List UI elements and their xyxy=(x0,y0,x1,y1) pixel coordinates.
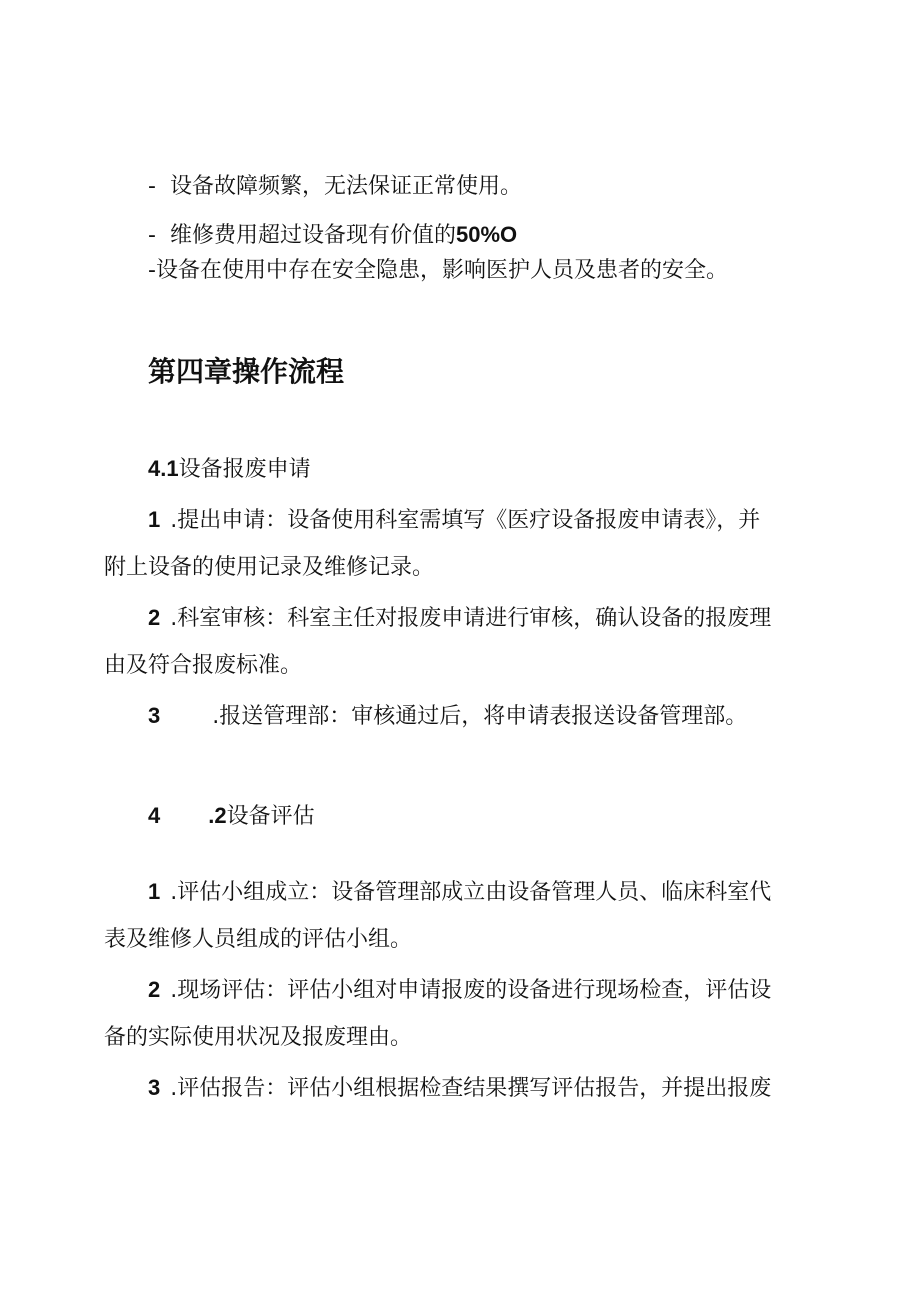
section-heading-4-2 xyxy=(148,801,315,832)
bullet-item xyxy=(148,172,522,202)
list-item xyxy=(148,505,760,536)
bullet-text: 设备故障频繁，无法保证正常使用。 xyxy=(169,174,522,199)
bullet-text: 维修费用超过设备现有价值的 xyxy=(169,223,456,248)
section-number-a: 4 xyxy=(148,803,161,828)
bullet-item xyxy=(148,256,728,286)
section-number: 4.1 xyxy=(148,456,179,481)
list-item-continuation: 备的实际使用状况及报废理由。 xyxy=(104,1025,413,1050)
section-heading-4-1 xyxy=(148,454,311,485)
section-title: 设备评估 xyxy=(226,804,315,829)
bullet-item xyxy=(148,220,517,251)
list-item-continuation: 表及维修人员组成的评估小组。 xyxy=(104,927,413,952)
list-item-continuation: 附上设备的使用记录及维修记录。 xyxy=(104,555,435,580)
chapter-title: 第四章操作流程 xyxy=(148,355,345,388)
item-text: .评估报告：评估小组根据检查结果撰写评估报告，并提出报废 xyxy=(170,1076,772,1101)
item-number: 1 xyxy=(148,507,161,532)
list-item xyxy=(148,1073,771,1104)
item-number: 3 xyxy=(148,703,161,728)
list-item xyxy=(148,975,771,1006)
section-title: 设备报废申请 xyxy=(178,457,311,482)
list-item xyxy=(148,603,771,634)
item-number: 2 xyxy=(148,977,161,1002)
list-item xyxy=(148,877,771,908)
item-text: .现场评估：评估小组对申请报废的设备进行现场检查，评估设 xyxy=(170,978,772,1003)
section-number-b: .2 xyxy=(208,803,227,828)
list-item xyxy=(148,701,747,732)
item-text: .提出申请：设备使用科室需填写《医疗设备报废申请表》，并 xyxy=(170,508,761,533)
item-text: .报送管理部：审核通过后，将申请表报送设备管理部。 xyxy=(212,704,748,729)
bullet-dash: - xyxy=(148,258,156,283)
item-number: 3 xyxy=(148,1075,161,1100)
item-text: .评估小组成立：设备管理部成立由设备管理人员、临床科室代 xyxy=(170,880,772,905)
item-number: 1 xyxy=(148,879,161,904)
bullet-dash: - xyxy=(148,223,156,248)
bullet-dash: - xyxy=(148,174,156,199)
item-text: .科室审核：科室主任对报废申请进行审核，确认设备的报废理 xyxy=(170,606,772,631)
bullet-value: 50%O xyxy=(455,222,518,247)
item-number: 2 xyxy=(148,605,161,630)
list-item-continuation: 由及符合报废标准。 xyxy=(104,653,303,678)
bullet-text: 设备在使用中存在安全隐患，影响医护人员及患者的安全。 xyxy=(155,258,728,283)
